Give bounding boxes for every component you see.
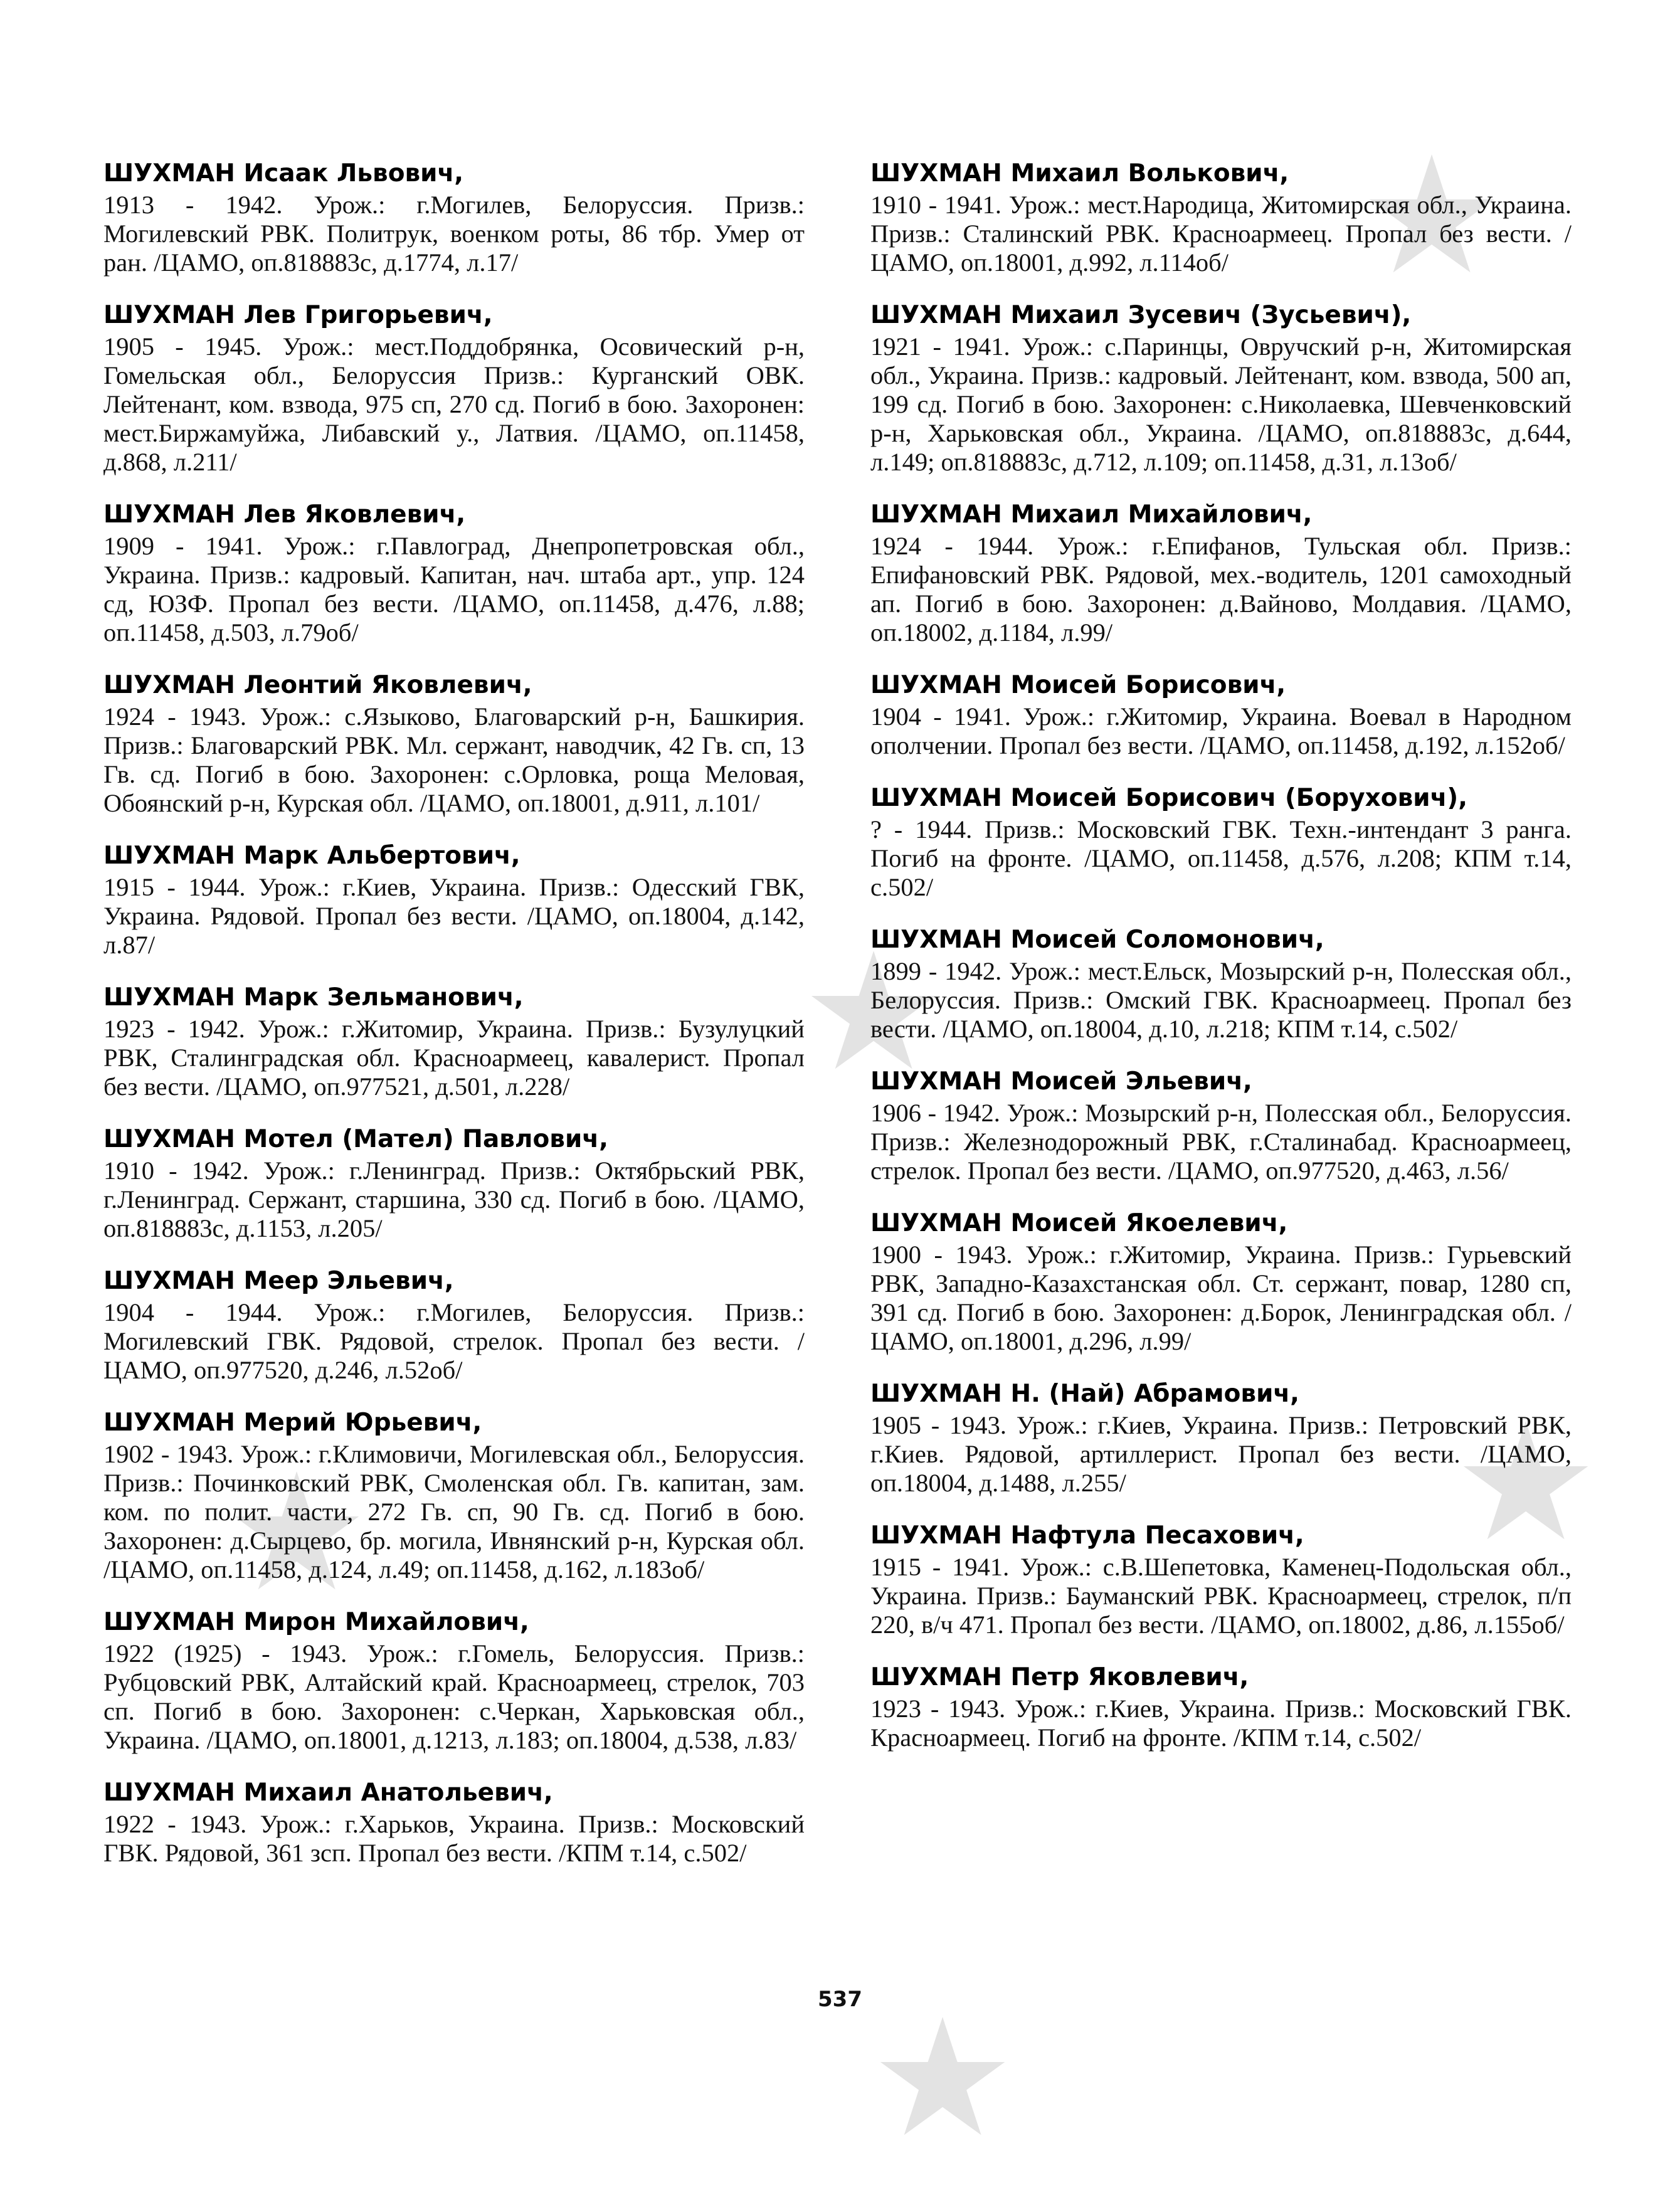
entry: [103, 1776, 805, 1868]
entry-text: 1900 - 1943. Урож.: г.Житомир, Украина. Призв.: Гурьевский РВК, Западно-Казахстанская обл. Ст. сержант, повар, 1280 сп, 391 сд. Погиб в бою. Захоронен: д.Борок, Ленинградская обл. /ЦАМО, оп.18001, д.296, л.99/: [870, 1240, 1572, 1355]
entry-name: ШУХМАН Моисей Соломонович,: [870, 926, 1324, 954]
entry: [103, 1605, 805, 1755]
entry-name: ШУХМАН Моисей Борисович (Борухович),: [870, 784, 1468, 812]
entry-name: ШУХМАН Моисей Якоелевич,: [870, 1209, 1288, 1237]
entry: [870, 781, 1572, 902]
entry-text: 1906 - 1942. Урож.: Мозырский р-н, Полесская обл., Белоруссия. Призв.: Железнодорожный РВК, г.Сталинабад. Красноармеец, стрелок. Пропал без вести. /ЦАМО, оп.977520, д.463, л.56/: [870, 1099, 1572, 1185]
watermark-star-icon: ★: [232, 1452, 362, 1614]
entry-text: 1905 - 1943. Урож.: г.Киев, Украина. Призв.: Петровский РВК, г.Киев. Рядовой, артиллерист. Пропал без вести. /ЦАМО, оп.18004, д.1488, л.255/: [870, 1411, 1572, 1497]
entry: [103, 669, 805, 818]
entry: [870, 923, 1572, 1044]
entry: [870, 1519, 1572, 1639]
entry: [103, 1406, 805, 1584]
entry-text: 1923 - 1942. Урож.: г.Житомир, Украина. Призв.: Бузулуцкий РВК, Сталинградская обл. Красноармеец, кавалерист. Пропал без вести. /ЦАМО, оп.977521, д.501, л.228/: [103, 1015, 805, 1101]
entry: [103, 1123, 805, 1243]
watermark-star-icon: ★: [809, 932, 939, 1093]
watermark-star-icon: ★: [1367, 135, 1497, 297]
entry: [870, 1065, 1572, 1185]
entry-text: 1902 - 1943. Урож.: г.Климовичи, Могилевская обл., Белоруссия. Призв.: Починковский РВК, Смоленская обл. Гв. капитан, зам. ком. по полит. части, 272 Гв. сп, 90 Гв. сд. Погиб в бою. Захоронен: д.Сырцево, бр. могила, Ивнянский р-н, Курская обл. /ЦАМО, оп.11458, д.124, л.49; оп.11458, д.162, л.183об/: [103, 1440, 805, 1584]
entry-text: 1921 - 1941. Урож.: с.Паринцы, Овручский р-н, Житомирская обл., Украина. Призв.: кадровый. Лейтенант, ком. взвода, 500 ап, 199 сд. Погиб в бою. Захоронен: с.Николаевка, Шевченковский р-н, Харьковская обл., Украина. /ЦАМО, оп.818883с, д.644, л.149; оп.818883с, д.712, л.109; оп.11458, д.31, л.13об/: [870, 332, 1572, 476]
entry-name: ШУХМАН Петр Яковлевич,: [870, 1663, 1249, 1691]
entry: [870, 1207, 1572, 1356]
entry-name: ШУХМАН Лев Григорьевич,: [103, 301, 493, 329]
entry-text: 1915 - 1941. Урож.: с.В.Шепетовка, Каменец-Подольская обл., Украина. Призв.: Бауманский РВК. Красноармеец, стрелок, п/п 220, в/ч 471. Пропал без вести. /ЦАМО, оп.18002, д.86, л.155об/: [870, 1553, 1572, 1639]
entry-text: 1899 - 1942. Урож.: мест.Ельск, Мозырский р-н, Полесская обл., Белоруссия. Призв.: Омский ГВК. Красноармеец. Пропал без вести. /ЦАМО, оп.18004, д.10, л.218; КПМ т.14, с.502/: [870, 957, 1572, 1043]
entry: [870, 1377, 1572, 1498]
entry-text: 1913 - 1942. Урож.: г.Могилев, Белоруссия. Призв.: Могилевский РВК. Политрук, военком роты, 86 тбр. Умер от ран. /ЦАМО, оп.818883с, д.1774, л.17/: [103, 191, 805, 277]
entry-text: 1924 - 1943. Урож.: с.Языково, Благоварский р-н, Башкирия. Призв.: Благоварский РВК. Мл. сержант, наводчик, 42 Гв. сп, 13 Гв. сд. Погиб в бою. Захоронен: с.Орловка, роща Меловая, Обоянский р-н, Курская обл. /ЦАМО, оп.18001, д.911, л.101/: [103, 702, 805, 817]
watermark-star-icon: ★: [1461, 1402, 1591, 1563]
entry-name: ШУХМАН Лев Яковлевич,: [103, 500, 466, 529]
entry-text: 1905 - 1945. Урож.: мест.Поддобрянка, Осовичеcкий р-н, Гомельская обл., Белоруссия Призв.: Курганский ОВК. Лейтенант, ком. взвода, 975 сп, 270 сд. Погиб в бою. Захоронен: мест.Биржамуйжа, Либавский у., Латвия. /ЦАМО, оп.11458, д.868, л.211/: [103, 332, 805, 476]
entry-text: 1922 (1925) - 1943. Урож.: г.Гомель, Белоруссия. Призв.: Рубцовский РВК, Алтайский край. Красноармеец, стрелок, 703 сп. Погиб в бою. Захоронен: с.Черкан, Харьковская обл., Украина. /ЦАМО, оп.18001, д.1213, л.183; оп.18004, д.538, л.83/: [103, 1639, 805, 1754]
entry-text: 1922 - 1943. Урож.: г.Харьков, Украина. Призв.: Московский ГВК. Рядовой, 361 зсп. Пропал без вести. /КПМ т.14, с.502/: [103, 1810, 805, 1867]
entry: [103, 981, 805, 1101]
entry-name: ШУХМАН Леонтий Яковлевич,: [103, 671, 532, 699]
entry-name: ШУХМАН Мерий Юрьевич,: [103, 1409, 482, 1437]
page-number: 537: [818, 1987, 862, 2012]
entry: [103, 299, 805, 477]
entry-text: 1904 - 1941. Урож.: г.Житомир, Украина. Воевал в Народном ополчении. Пропал без вести. /ЦАМО, оп.11458, д.192, л.152об/: [870, 702, 1572, 759]
right-column: [870, 157, 1572, 1774]
entry-name: ШУХМАН Мирон Михайлович,: [103, 1608, 529, 1636]
entry-text: 1915 - 1944. Урож.: г.Киев, Украина. Призв.: Одесский ГВК, Украина. Рядовой. Пропал без вести. /ЦАМО, оп.18004, д.142, л.87/: [103, 873, 805, 959]
entry-name: ШУХМАН Марк Альбертович,: [103, 842, 520, 870]
left-column: [103, 157, 805, 1889]
entry: [870, 1661, 1572, 1752]
entry-name: ШУХМАН Исаак Львович,: [103, 159, 464, 188]
entry-name: ШУХМАН Мотел (Мател) Павлович,: [103, 1125, 608, 1153]
entry-name: ШУХМАН Н. (Най) Абрамович,: [870, 1380, 1299, 1408]
entry-name: ШУХМАН Михаил Зусевич (Зусьевич),: [870, 301, 1412, 329]
entry-text: 1909 - 1941. Урож.: г.Павлоград, Днепропетровская обл., Украина. Призв.: кадровый. Капитан, нач. штаба арт., упр. 124 сд, ЮЗФ. Пропал без вести. /ЦАМО, оп.11458, д.476, л.88; оп.11458, д.503, л.79об/: [103, 532, 805, 647]
entry-text: 1910 - 1941. Урож.: мест.Народица, Житомирская обл., Украина. Призв.: Сталинский РВК. Красноармеец. Пропал без вести. /ЦАМО, оп.18001, д.992, л.114об/: [870, 191, 1572, 277]
entry: [870, 299, 1572, 477]
entry-name: ШУХМАН Меер Эльевич,: [103, 1267, 454, 1295]
entry-name: ШУХМАН Марк Зельманович,: [103, 983, 524, 1012]
entry-name: ШУХМАН Михаил Михайлович,: [870, 500, 1313, 529]
entry-name: ШУХМАН Михаил Анатольевич,: [103, 1779, 553, 1807]
entry-text: ? - 1944. Призв.: Московский ГВК. Техн.-интендант 3 ранга. Погиб на фронте. /ЦАМО, оп.11458, д.576, л.208; КПМ т.14, с.502/: [870, 815, 1572, 901]
entry: [870, 498, 1572, 647]
entry-name: ШУХМАН Моисей Эльевич,: [870, 1067, 1252, 1096]
entry: [870, 157, 1572, 277]
entry-text: 1904 - 1944. Урож.: г.Могилев, Белоруссия. Призв.: Могилевский ГВК. Рядовой, стрелок. Пропал без вести. /ЦАМО, оп.977520, д.246, л.52об/: [103, 1298, 805, 1384]
entry-text: 1923 - 1943. Урож.: г.Киев, Украина. Призв.: Московский ГВК. Красноармеец. Погиб на фронте. /КПМ т.14, с.502/: [870, 1695, 1572, 1752]
entry: [870, 669, 1572, 760]
watermark-star-icon: ★: [878, 1998, 1008, 2159]
entry: [103, 498, 805, 647]
entry-name: ШУХМАН Нафтула Песахович,: [870, 1521, 1304, 1550]
entry-text: 1910 - 1942. Урож.: г.Ленинград. Призв.: Октябрьский РВК, г.Ленинград. Сержант, старшина, 330 сд. Погиб в бою. /ЦАМО, оп.818883с, д.1153, л.205/: [103, 1156, 805, 1242]
entry: [103, 157, 805, 277]
entry-text: 1924 - 1944. Урож.: г.Епифанов, Тульская обл. Призв.: Епифановский РВК. Рядовой, мех.-водитель, 1201 самоходный ап. Погиб в бою. Захоронен: д.Вайново, Молдавия. /ЦАМО, оп.18002, д.1184, л.99/: [870, 532, 1572, 647]
entry: [103, 839, 805, 960]
entry-name: ШУХМАН Моисей Борисович,: [870, 671, 1286, 699]
entry-name: ШУХМАН Михаил Волькович,: [870, 159, 1289, 188]
entry: [103, 1264, 805, 1385]
